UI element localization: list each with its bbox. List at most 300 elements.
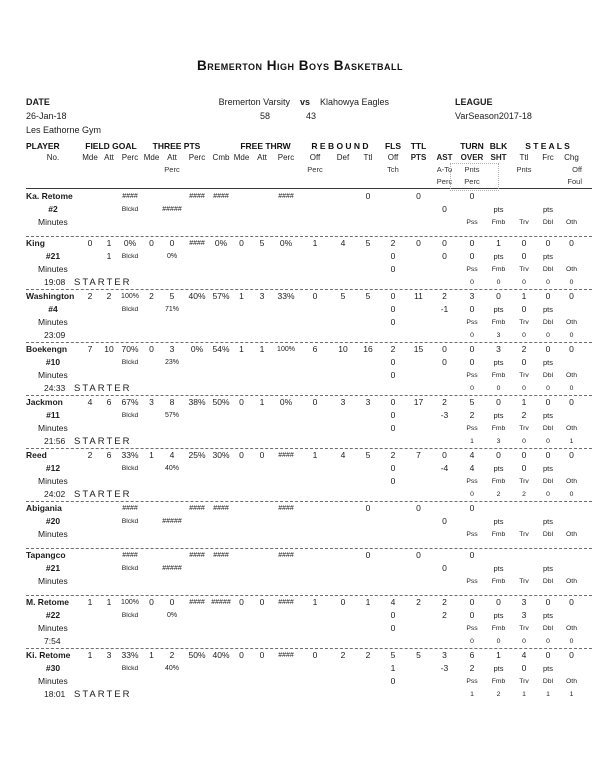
away-team-name: Klahowya Eagles [320,97,390,107]
stat-ast-a-to: -3 [440,410,449,420]
stat-fls-extra: 0 [390,317,396,327]
stat-tp_att [161,502,183,515]
stat-tp_perc: 40% [188,291,206,301]
player-minutes-row [26,263,592,276]
stat-turnover-type-value: 2 [496,491,501,498]
stat-tp-att-perc: 57% [164,412,179,419]
stat-reb_ttl: 0 [365,191,371,201]
stat-tov: 6 [469,650,475,660]
minutes-label: Minutes [38,217,68,227]
stat-tp_att: 0 [169,597,175,607]
stat-stl-pnts: 3 [521,610,527,620]
stat-turnover-type-value: 0 [470,638,474,645]
turnover-type-label: Fmb [491,578,506,585]
stat-tp_att: 2 [169,650,175,660]
player-block [26,649,592,701]
stat-ft_perc: #### [278,505,294,512]
stat-ft_perc: #### [278,552,294,559]
stat-ast: 2 [442,597,447,607]
turnover-type-label: Dbl [542,219,554,226]
stat-stl-pnts: 2 [521,410,527,420]
stat-pts: 2 [416,597,421,607]
player-name: King [26,238,45,248]
stat-pts: 5 [416,650,421,660]
stat-turnover-type-value: 1 [569,438,574,445]
stat-tov: 0 [469,191,475,201]
pts-label: pts [493,358,504,367]
turnover-type-label: Trv [519,372,529,379]
stat-tp_att [161,190,183,203]
stat-turnover-type-value: 0 [522,438,526,445]
stat-fls_off: 5 [390,650,396,660]
stat-reb_ttl: 3 [365,397,371,407]
turnover-type-label: Trv [519,625,529,632]
pts-label: pts [493,464,504,473]
stat-tp_perc: 25% [188,450,206,460]
stat-fg_att: 2 [106,291,112,301]
stat-fg-att2 [100,562,118,575]
stat-ast-a-to: 0 [442,357,447,367]
stat-pts: 0 [416,238,421,248]
stat-tp_mde: 0 [149,344,154,354]
player-block [26,449,592,502]
stat-fls-extra: 0 [390,476,396,486]
col-header-tov-pnts: Pnts [464,165,480,174]
col-header-a-to-perc: Perc [436,177,453,186]
player-number: #2 [48,204,58,214]
stat-tp_perc: #### [189,240,205,247]
player-block [26,549,592,596]
stat-reb_def: 10 [338,344,348,354]
turnover-type-label: Fmb [491,425,506,432]
stat-stl-pnts: 0 [521,304,527,314]
stat-fls-tch: 1 [390,663,396,673]
turnover-type-label: Fmb [491,678,506,685]
col-header-chg-off: Off [572,165,582,174]
player-stat-row-sub [26,409,592,422]
col-header-no: No. [46,153,60,162]
turnover-type-label: Oth [566,372,577,379]
stat-tp_att [161,549,183,562]
stat-ast [431,549,458,562]
stat-stl-pnts: 0 [521,663,527,673]
stat-reb_ttl: 5 [365,291,371,301]
stat-fg_att: 6 [106,450,112,460]
stat-tp_mde [142,502,161,515]
stat-stl_ttl: 0 [521,238,527,248]
stat-ft_att [252,502,272,515]
stat-fg_perc: 33% [121,450,139,460]
stat-turnover-type-value: 0 [522,638,526,645]
col-header-tp-att-perc: Perc [164,165,180,174]
turnover-type-label: Dbl [542,578,554,585]
player-block [26,396,592,449]
stat-stl_ttl: 0 [521,450,527,460]
header-row-2 [26,152,592,164]
stat-fls_off [380,549,406,562]
stat-tov: 3 [469,291,475,301]
pts-label: pts [493,252,504,261]
stat-fg-att2 [100,515,118,528]
stat-tp_mde: 0 [149,238,154,248]
stat-fg-att2 [100,203,118,216]
stat-turnover-type-value: 3 [496,332,501,339]
player-stat-row-sub [26,303,592,316]
blocked-label: Blckd [121,306,139,313]
stat-tov: 5 [469,397,475,407]
col-header-frc: Frc [542,153,554,162]
stat-tp_perc: 50% [188,650,206,660]
player-minutes-row [26,422,592,435]
col-header-ft-att: Att [257,153,267,162]
minutes-label: Minutes [38,317,68,327]
player-name: Abigania [26,503,62,513]
stat-tp_perc: #### [189,552,205,559]
col-header-fls: FLS [384,141,402,151]
stat-stl_chg: 0 [569,344,574,354]
stat-reb_def [330,502,356,515]
col-header-cmb: Cmb [212,153,230,162]
stat-fls_off: 0 [390,397,396,407]
stat-stl_ttl: 1 [521,291,527,301]
player-stat-row-main [26,596,592,609]
turnover-type-label: Oth [566,578,577,585]
stat-tp_perc: #### [189,599,205,606]
player-time-row [26,382,592,395]
stat-tov-pnts: 0 [469,610,475,620]
stat-tp_perc: 38% [188,397,206,407]
turnover-type-label: Trv [519,531,529,538]
starter-label: STARTER [74,689,132,700]
player-time-row [26,488,592,501]
stat-stl_chg: 0 [569,291,574,301]
minutes-played: 7:54 [44,636,61,646]
stat-fls_off [380,502,406,515]
player-block [26,290,592,343]
pts-label: pts [493,517,504,526]
stat-blk: 0 [496,450,501,460]
stat-stl_ttl: 1 [521,397,527,407]
turnover-type-label: Dbl [542,319,554,326]
pts-label: pts [493,205,504,214]
col-header-turn: TURN [460,141,484,151]
stat-tov-pnts: 2 [469,410,475,420]
turnover-type-label: Pss [466,425,478,432]
stat-cmb: #### [213,552,229,559]
stat-blk: 0 [496,597,501,607]
away-score: 43 [306,111,317,121]
player-stat-row-main [26,290,592,303]
turnover-type-label: Trv [519,319,529,326]
stat-ft_mde: 0 [239,597,244,607]
stat-ft_att: 1 [259,344,265,354]
stat-stl_frc: 0 [545,650,551,660]
stat-ft_att: 1 [259,397,265,407]
stat-turnover-type-value: 1 [569,691,574,698]
stat-tp_perc: 0% [190,344,204,354]
stat-stl_ttl [511,549,537,562]
stat-fg_perc: 70% [121,344,139,354]
stat-fg_mde: 2 [87,291,93,301]
player-name: Reed [26,450,47,460]
stat-fg_perc: #### [122,505,138,512]
stat-cmb: 57% [212,291,230,301]
stat-ft_perc: #### [278,193,294,200]
stat-reb_off: 1 [312,238,318,248]
pts-label: pts [493,664,504,673]
stat-stl_chg [559,549,584,562]
stat-ft_perc: 100% [277,346,295,353]
stat-cmb: #### [213,193,229,200]
stat-turnover-type-value: 0 [546,438,550,445]
turnover-type-label: Dbl [542,531,554,538]
stat-tp-att-perc: 23% [164,359,179,366]
stat-tp_mde: 1 [149,650,154,660]
stat-turnover-type-value: 0 [522,385,526,392]
stat-stl-pnts [511,562,537,575]
stat-fg-att2 [100,462,118,475]
stat-tov-pnts: 4 [469,463,475,473]
stat-turnover-type-value: 0 [569,638,574,645]
stat-reb_def: 4 [340,450,346,460]
header-row-3 [26,164,592,176]
stat-turnover-type-value: 0 [569,385,574,392]
pts-label: pts [542,564,553,573]
stat-fls_off: 0 [390,291,396,301]
player-number: #20 [45,516,61,526]
stat-fls-extra: 0 [390,370,396,380]
stat-ft_mde: 0 [239,238,244,248]
stat-ft_perc: 33% [277,291,295,301]
stat-fg_mde [80,190,100,203]
turnover-type-label: Pss [466,531,478,538]
turnover-type-label: Oth [566,625,577,632]
player-stat-row-main [26,343,592,356]
player-name: Ki. Retome [26,650,71,660]
col-header-stl-ttl: Ttl [519,153,529,162]
stat-turnover-type-value: 0 [569,279,574,286]
col-header-player: PLAYER [26,141,60,151]
stat-fls-tch: 0 [390,463,396,473]
pts-label: pts [493,564,504,573]
stat-fg_perc: 100% [121,293,139,300]
stat-tov: 0 [469,597,475,607]
minutes-played: 18:01 [44,689,66,699]
player-stat-row-sub [26,462,592,475]
col-header-rebound: R E B O U N D [311,141,369,151]
stat-ast: 0 [442,450,447,460]
player-name: M. Retome [26,597,69,607]
vs-label: vs [299,97,310,107]
minutes-label: Minutes [38,264,68,274]
turnover-type-label: Fmb [491,266,506,273]
turnover-type-label: Dbl [542,425,554,432]
stat-turnover-type-value: 0 [546,279,550,286]
stat-pts: 17 [413,397,424,407]
minutes-played: 24:33 [44,383,66,393]
stat-stl_chg: 0 [569,650,574,660]
stat-reb_off: 1 [312,597,318,607]
player-stat-row-main [26,502,592,515]
stat-fg_mde: 4 [87,397,93,407]
col-header-sht: SHT [490,153,507,162]
player-minutes-row [26,575,592,588]
stat-turnover-type-value: 0 [496,279,501,286]
player-number: #10 [45,357,61,367]
stat-reb_ttl: 0 [365,503,371,513]
stat-turnover-type-value: 2 [522,491,526,498]
stat-stl-pnts: 0 [521,463,527,473]
player-block [26,502,592,549]
stat-pts: 0 [416,191,421,201]
stat-fls-tch: 0 [390,357,396,367]
stat-tp-att-perc: 0% [166,253,178,260]
stat-fls_off: 2 [390,344,396,354]
stat-ft_perc: #### [278,599,294,606]
pts-label: pts [493,611,504,620]
stat-tp_mde [142,190,161,203]
stat-turnover-type-value: 0 [546,385,550,392]
stat-turnover-type-value: 0 [470,279,474,286]
stat-ft_att: 5 [259,238,265,248]
stat-tp-att-perc: ##### [162,518,182,525]
stat-ast: 0 [442,344,447,354]
stat-fg_att: 1 [106,238,112,248]
turnover-type-label: Dbl [542,478,554,485]
col-header-ast: AST [436,153,453,162]
turnover-type-label: Fmb [491,319,506,326]
turnover-type-label: Pss [466,319,478,326]
stat-tp_mde: 3 [149,397,154,407]
stat-fg-att2 [100,409,118,422]
stat-fls_off: 4 [390,597,396,607]
stat-stl-pnts: 0 [521,357,527,367]
blocked-label: Blckd [121,665,139,672]
stat-pts: 0 [416,503,421,513]
stat-turnover-type-value: 0 [569,332,574,339]
turnover-type-label: Pss [466,678,478,685]
stat-turnover-type-value: 0 [470,491,474,498]
col-header-tp-mde: Mde [143,153,160,162]
stat-pts: 7 [416,450,421,460]
stat-pts: 0 [416,550,421,560]
stat-fls-tch [380,515,406,528]
stat-reb_off: 6 [312,344,318,354]
stat-ft_perc: 0% [279,397,293,407]
stat-turnover-type-value: 0 [546,332,550,339]
col-header-a-to: A-To [436,165,453,174]
player-name: Ka. Retome [26,191,73,201]
minutes-label: Minutes [38,623,68,633]
blocked-label: Blckd [121,612,139,619]
stat-turnover-type-value: 1 [546,691,550,698]
player-block [26,343,592,396]
stat-ft_mde: 0 [239,650,244,660]
stat-stl_frc: 0 [545,238,551,248]
stat-fls-extra [380,528,406,541]
turnover-type-label: Trv [519,678,529,685]
stat-reb_def [330,190,356,203]
stat-tov-pnts [458,203,486,216]
stat-ast-a-to: -4 [440,463,449,473]
stat-turnover-type-value: 0 [522,279,526,286]
stat-stl_ttl [511,190,537,203]
player-block [26,596,592,649]
turnover-type-label: Dbl [542,266,554,273]
stat-reb_ttl: 5 [365,238,371,248]
col-header-pts: PTS [410,153,427,162]
player-block [26,237,592,290]
stat-blk [486,502,511,515]
stat-ft_att [252,190,272,203]
stat-fg-att2 [100,609,118,622]
col-header-tov-perc: Perc [464,177,480,186]
turnover-type-label: Pss [466,266,478,273]
player-name: Tapangco [26,550,66,560]
stat-reb_def: 3 [340,397,346,407]
pts-label: pts [493,305,504,314]
stat-reb_ttl: 0 [365,550,371,560]
stat-ft_att: 0 [259,597,265,607]
turnover-type-label: Trv [519,425,529,432]
stat-tp_perc: #### [189,505,205,512]
stat-turnover-type-value: 0 [546,491,550,498]
stat-fg_mde: 0 [87,238,93,248]
player-stat-row-sub [26,562,592,575]
stat-tov-pnts: 0 [469,357,475,367]
stat-fg_perc: 0% [123,238,137,248]
stat-stl_chg: 0 [569,450,574,460]
pts-label: pts [542,305,553,314]
turnover-type-label: Oth [566,219,577,226]
player-time-row [26,635,592,648]
player-name: Washington [26,291,75,301]
turnover-type-label: Dbl [542,372,554,379]
player-number: #11 [46,410,60,420]
stat-ft_att [252,549,272,562]
stat-pts: 15 [413,344,424,354]
stat-stl-pnts [511,203,537,216]
player-block [26,190,592,237]
player-stat-row-main [26,649,592,662]
stat-fls_off: 2 [390,238,396,248]
stat-fg_perc: 33% [121,650,139,660]
stat-cmb: 50% [212,397,230,407]
player-minutes-row [26,675,592,688]
stats-table [26,190,592,701]
stat-stl_chg: 0 [569,397,574,407]
stat-tp_mde: 0 [149,597,154,607]
stat-tp_mde: 2 [149,291,154,301]
stat-fg_mde: 2 [87,450,93,460]
stat-fls-extra [380,575,406,588]
stat-turnover-type-value: 0 [496,638,501,645]
stat-pts: 11 [414,291,423,301]
stat-reb_def: 4 [340,238,346,248]
player-time-row [26,435,592,448]
pts-label: pts [542,411,553,420]
stat-reb_off [300,502,330,515]
stat-tp_att: 4 [169,450,175,460]
player-minutes-row [26,475,592,488]
minutes-label: Minutes [38,370,68,380]
stat-ft_mde: 0 [239,397,244,407]
header-row-4 [26,176,592,188]
player-stat-row-main [26,237,592,250]
turnover-type-label: Fmb [491,531,506,538]
stat-reb_ttl: 16 [363,344,373,354]
starter-label: STARTER [74,383,132,394]
